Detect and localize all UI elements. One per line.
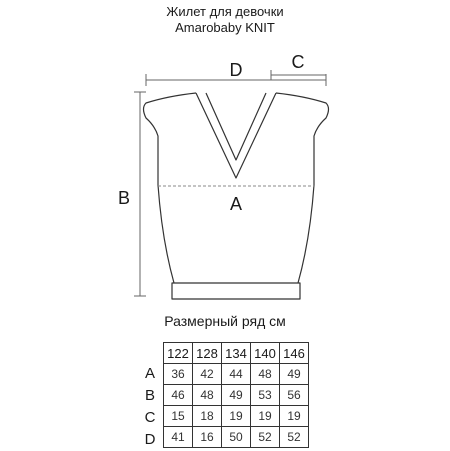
table-row	[164, 364, 309, 385]
table-cell: 44	[222, 364, 251, 385]
table-cell: 48	[193, 385, 222, 406]
row-label-c: C	[144, 409, 156, 426]
size-table	[163, 342, 309, 448]
size-table-caption: Размерный ряд см	[164, 313, 286, 329]
row-label-d: D	[144, 431, 156, 448]
size-column-header: 134	[222, 343, 251, 364]
table-row	[164, 427, 309, 448]
label-c: C	[291, 52, 305, 72]
table-cell: 41	[164, 427, 193, 448]
size-column-header: 140	[251, 343, 280, 364]
table-cell: 53	[251, 385, 280, 406]
label-a: A	[229, 194, 243, 214]
table-cell: 18	[193, 406, 222, 427]
table-cell: 19	[222, 406, 251, 427]
title-line-1: Жилет для девочки	[166, 4, 284, 19]
size-table-row-labels	[142, 363, 158, 451]
table-cell: 48	[251, 364, 280, 385]
table-cell: 15	[164, 406, 193, 427]
title-line-2: Amarobaby KNIT	[175, 20, 275, 35]
label-b: B	[117, 188, 131, 208]
table-cell: 49	[222, 385, 251, 406]
table-cell: 52	[251, 427, 280, 448]
table-cell: 56	[280, 385, 309, 406]
size-column-header: 122	[164, 343, 193, 364]
table-cell: 19	[280, 406, 309, 427]
size-column-header: 128	[193, 343, 222, 364]
table-row	[164, 406, 309, 427]
table-cell: 50	[222, 427, 251, 448]
table-row	[164, 385, 309, 406]
table-cell: 16	[193, 427, 222, 448]
size-table-header-row	[164, 343, 309, 364]
dimension-b	[134, 92, 146, 296]
label-d: D	[229, 60, 243, 80]
table-cell: 49	[280, 364, 309, 385]
table-cell: 46	[164, 385, 193, 406]
size-column-header: 146	[280, 343, 309, 364]
table-cell: 52	[280, 427, 309, 448]
row-label-b: B	[144, 387, 155, 404]
table-cell: 36	[164, 364, 193, 385]
table-cell: 42	[193, 364, 222, 385]
row-label-a: A	[144, 365, 155, 382]
table-cell: 19	[251, 406, 280, 427]
